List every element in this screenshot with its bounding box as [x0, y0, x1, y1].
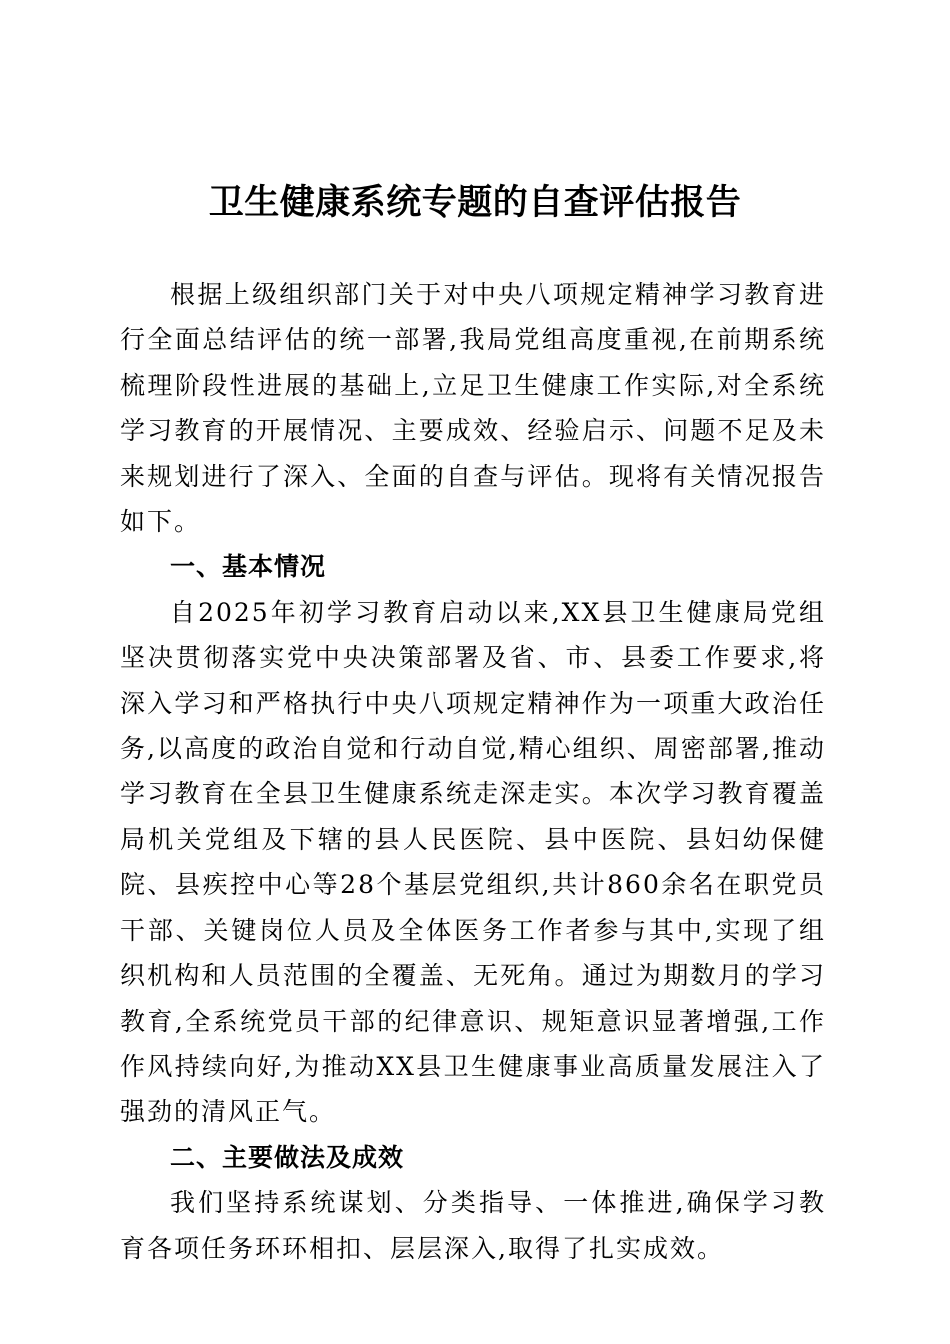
document-title: 卫生健康系统专题的自查评估报告 — [208, 182, 742, 223]
section-paragraph-main-practices: 我们坚持系统谋划、分类指导、一体推进,确保学习教育各项任务环环相扣、层层深入,取得了扎实成效。 — [120, 1188, 826, 1263]
section-heading-main-practices: 二、主要做法及成效 — [170, 1142, 405, 1172]
intro-paragraph: 根据上级组织部门关于对中央八项规定精神学习教育进行全面总结评估的统一部署,我局党组高度重视,在前期系统梳理阶段性进展的基础上,立足卫生健康工作实际,对全系统学习教育的开展情况、主要成效、经验启示、问题不足及未来规划进行了深入、全面的自查与评估。现将有关情况报告如下。 — [120, 280, 826, 537]
section-heading-basic-situation: 一、基本情况 — [170, 552, 327, 582]
section-paragraph-basic-situation: 自2025年初学习教育启动以来,XX县卫生健康局党组坚决贯彻落实党中央决策部署及省、市、县委工作要求,将深入学习和严格执行中央八项规定精神作为一项重大政治任务,以高度的政治自觉和行动自觉,精心组织、周密部署,推动学习教育在全县卫生健康系统走深走实。本次学习教育覆盖局机关党组及下辖的县人民医院、县中医院、县妇幼保健院、县疾控中心等28个基层党组织,共计860余名在职党员干部、关键岗位人员及全体医务工作者参与其中,实现了组织机构和人员范围的全覆盖、无死角。通过为期数月的学习教育,全系统党员干部的纪律意识、规矩意识显著增强,工作作风持续向好,为推动XX县卫生健康事业高质量发展注入了强劲的清风正气。 — [120, 597, 826, 1127]
document-body — [120, 272, 826, 1271]
